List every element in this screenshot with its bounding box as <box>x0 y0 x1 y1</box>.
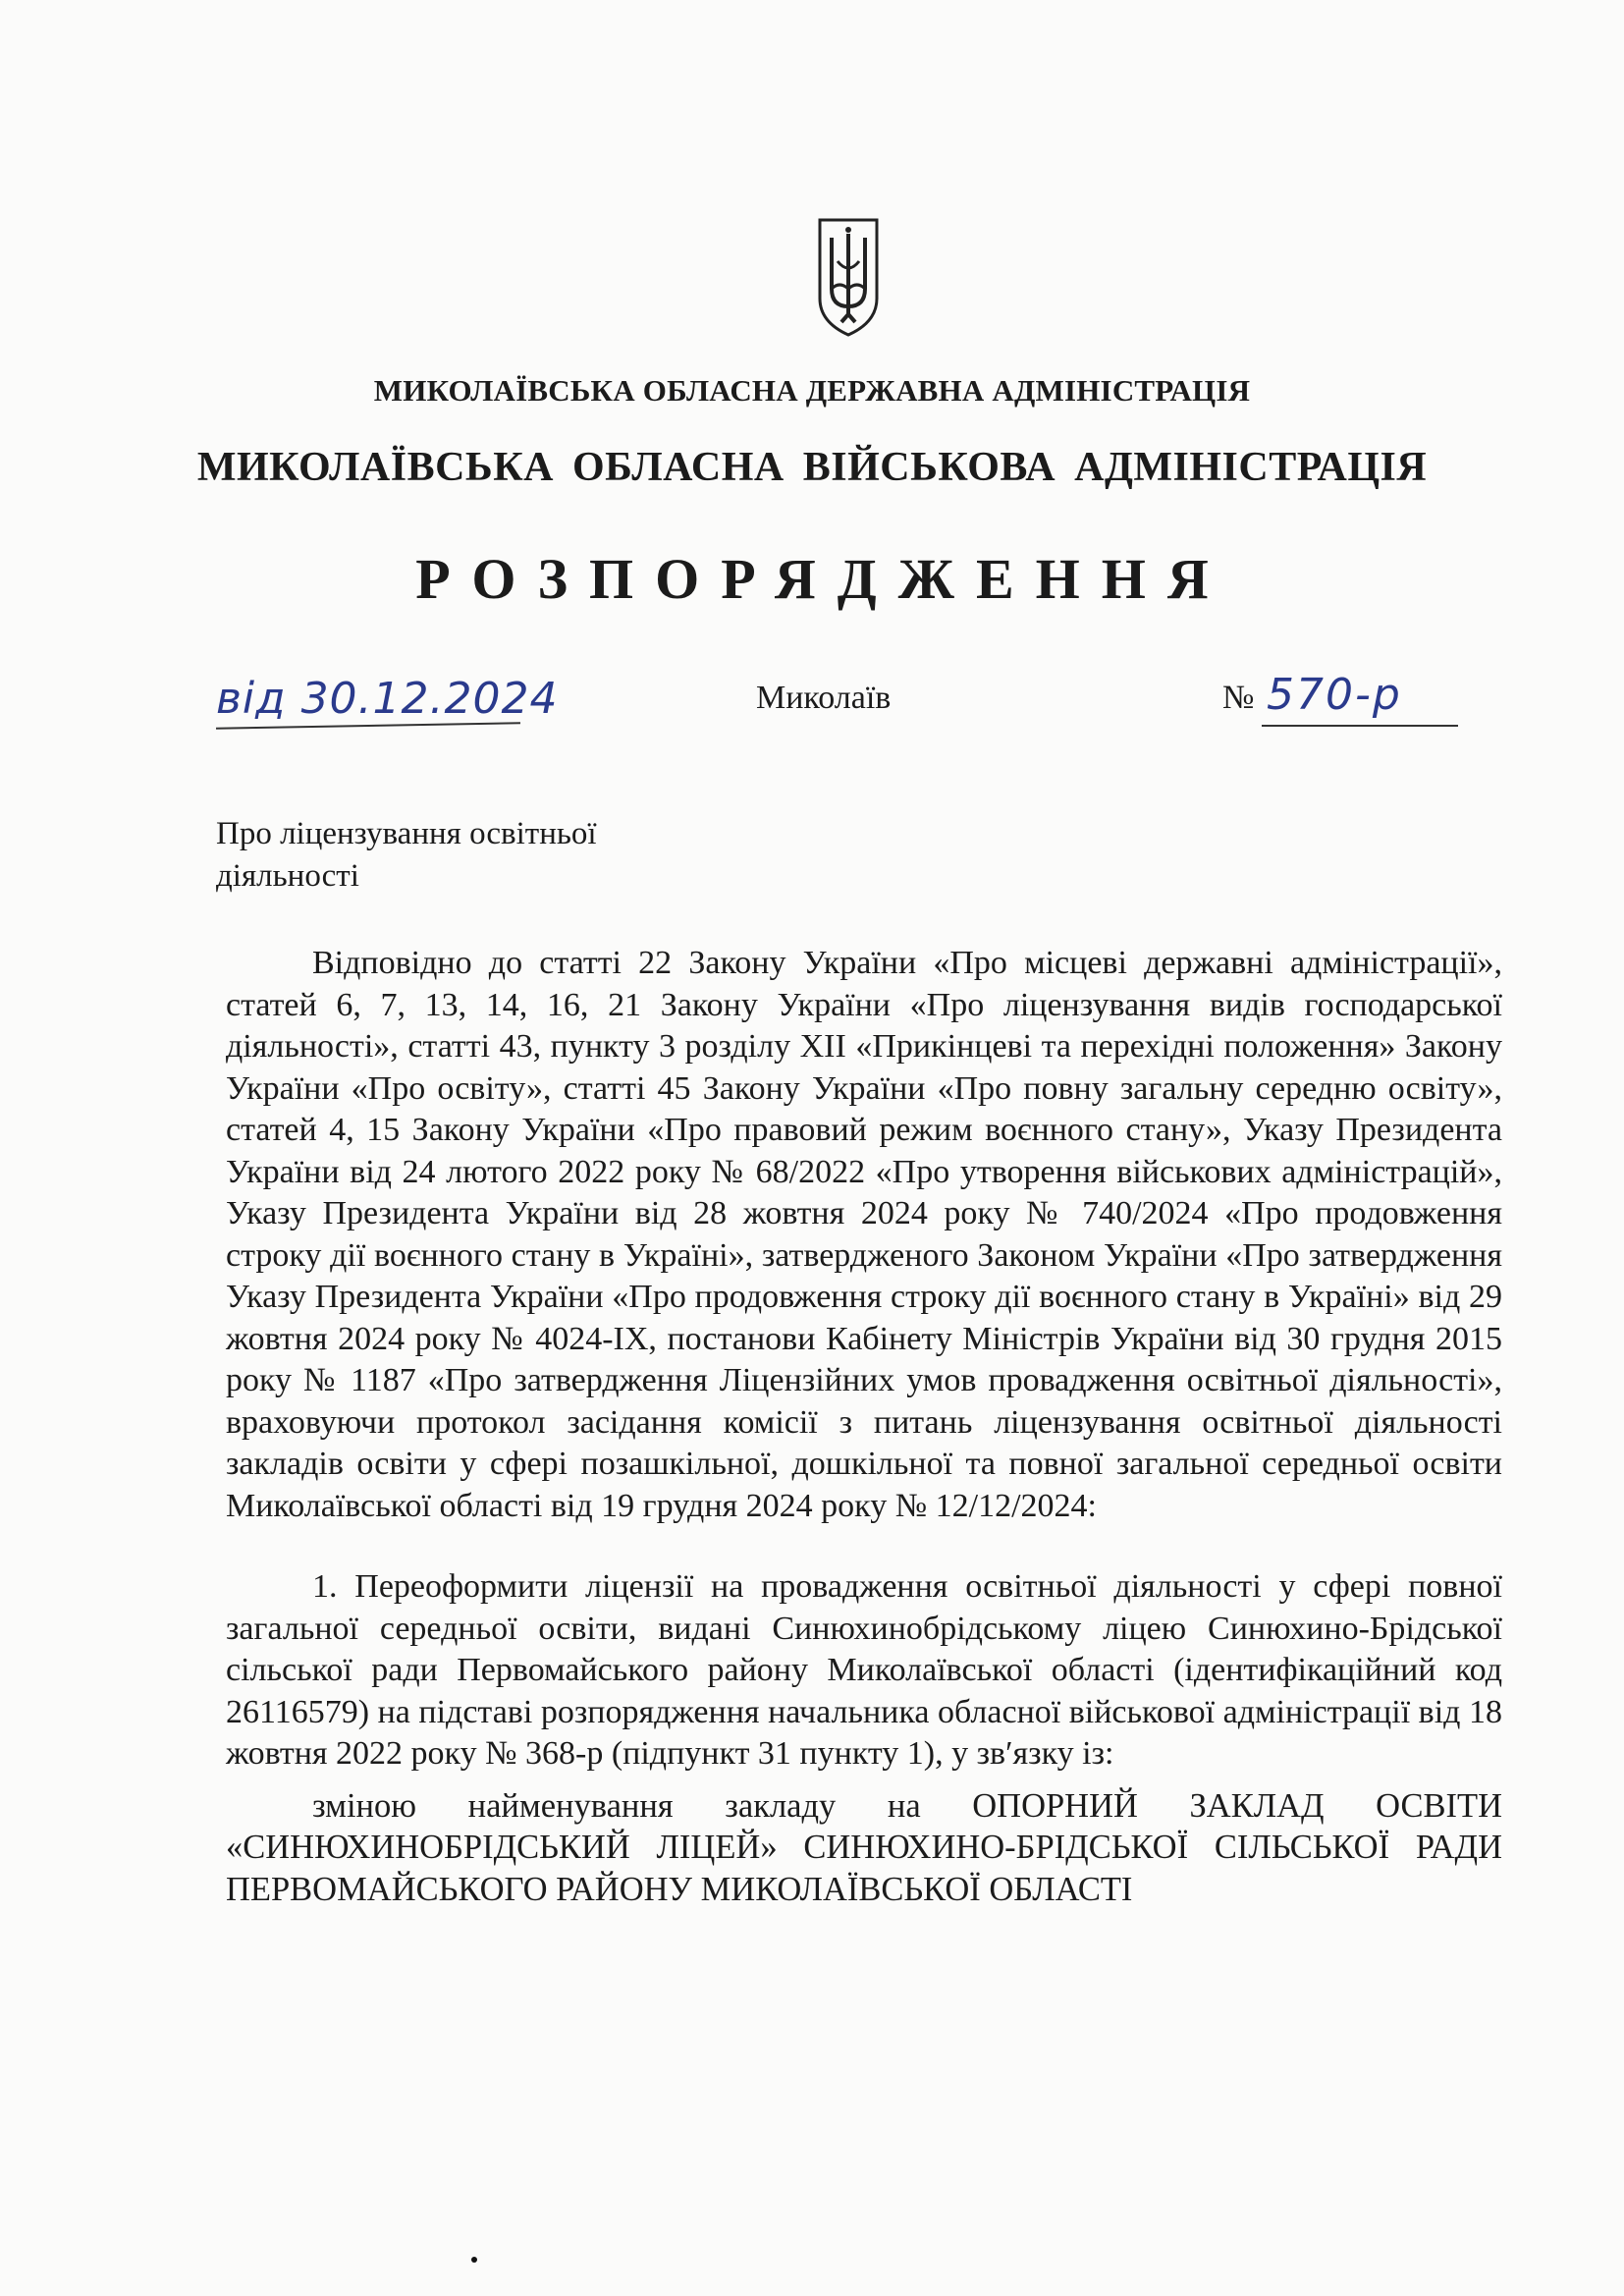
document-type-title: РОЗПОРЯДЖЕННЯ <box>415 547 1230 611</box>
document-subject <box>216 813 805 898</box>
trident-coat-of-arms-icon <box>814 216 883 339</box>
org-name-military-administration: МИКОЛАЇВСЬКА ОБЛАСНА ВІЙСЬКОВА АДМІНІСТРАЦІЯ <box>196 445 1428 490</box>
org-name-state-administration: МИКОЛАЇВСЬКА ОБЛАСНА ДЕРЖАВНА АДМІНІСТРАЦІЯ <box>373 373 1251 408</box>
preamble-paragraph: Відповідно до статті 22 Закону України «Про місцеві державні адміністрації», статей 6, 7, 13, 14, 16, 21 Закону України «Про ліцензування видів господарської діяльності», статті 43, пункту 3 розділу XII «Прикінцеві та перехідні положення» Закону України «Про освіту», статті 45 Закону України «Про повну загальну середню освіту», статей 4, 15 Закону України «Про правовий режим воєнного стану», Указу Президента України від 24 лютого 2022 року № 68/2022 «Про утворення військових адміністрацій», Указу Президента України від 28 жовтня 2024 року № 740/2024 «Про продовження строку дії воєнного стану в Україні», затвердженого Законом України «Про затвердження Указу Президента України «Про продовження строку дії воєнного стану в Україні» від 29 жовтня 2024 року № 4024-IX, постанови Кабінету Міністрів України від 30 грудня 2015 року № 1187 «Про затвердження Ліцензійних умов провадження освітньої діяльності», враховуючи протокол засідання комісії з питань ліцензування освітньої діяльності закладів освіти у сфері позашкільної, дошкільної та повної загальної середньої освіти Миколаївської області від 19 грудня 2024 року № 12/12/2024: <box>226 945 1502 1524</box>
document-city: Миколаїв <box>756 680 892 716</box>
subject-line: діяльності <box>216 858 359 894</box>
subject-line: Про ліцензування освітньої <box>216 816 597 851</box>
number-underline <box>1262 725 1458 727</box>
item-1-paragraph: 1. Переоформити ліцензії на провадження освітньої діяльності у сфері повної загальної середньої освіти, видані Синюхинобрідському ліцею Синюхино-Брідської сільської ради Первомайського району Миколаївської області (ідентифікаційний код 26116579) на підставі розпорядження начальника обласної військової адміністрації від 18 жовтня 2022 року № 368-р (підпункт 31 пункту 1), у зв′язку із: <box>226 1568 1502 1772</box>
document-number: 570-р <box>1267 670 1402 720</box>
item-1-change-paragraph: зміною найменування закладу на ОПОРНИЙ ЗАКЛАД ОСВІТИ «СИНЮХИНОБРІДСЬКИЙ ЛІЦЕЙ» СИНЮХИНО-БРІДСЬКОЇ СІЛЬСЬКОЇ РАДИ ПЕРВОМАЙСЬКОГО РАЙОНУ МИКОЛАЇВСЬКОЇ ОБЛАСТІ <box>226 1786 1502 1908</box>
number-sign: № <box>1222 680 1255 716</box>
scan-speck <box>471 2257 477 2263</box>
document-date: від 30.12.2024 <box>216 674 559 724</box>
document-body <box>226 943 1502 1910</box>
